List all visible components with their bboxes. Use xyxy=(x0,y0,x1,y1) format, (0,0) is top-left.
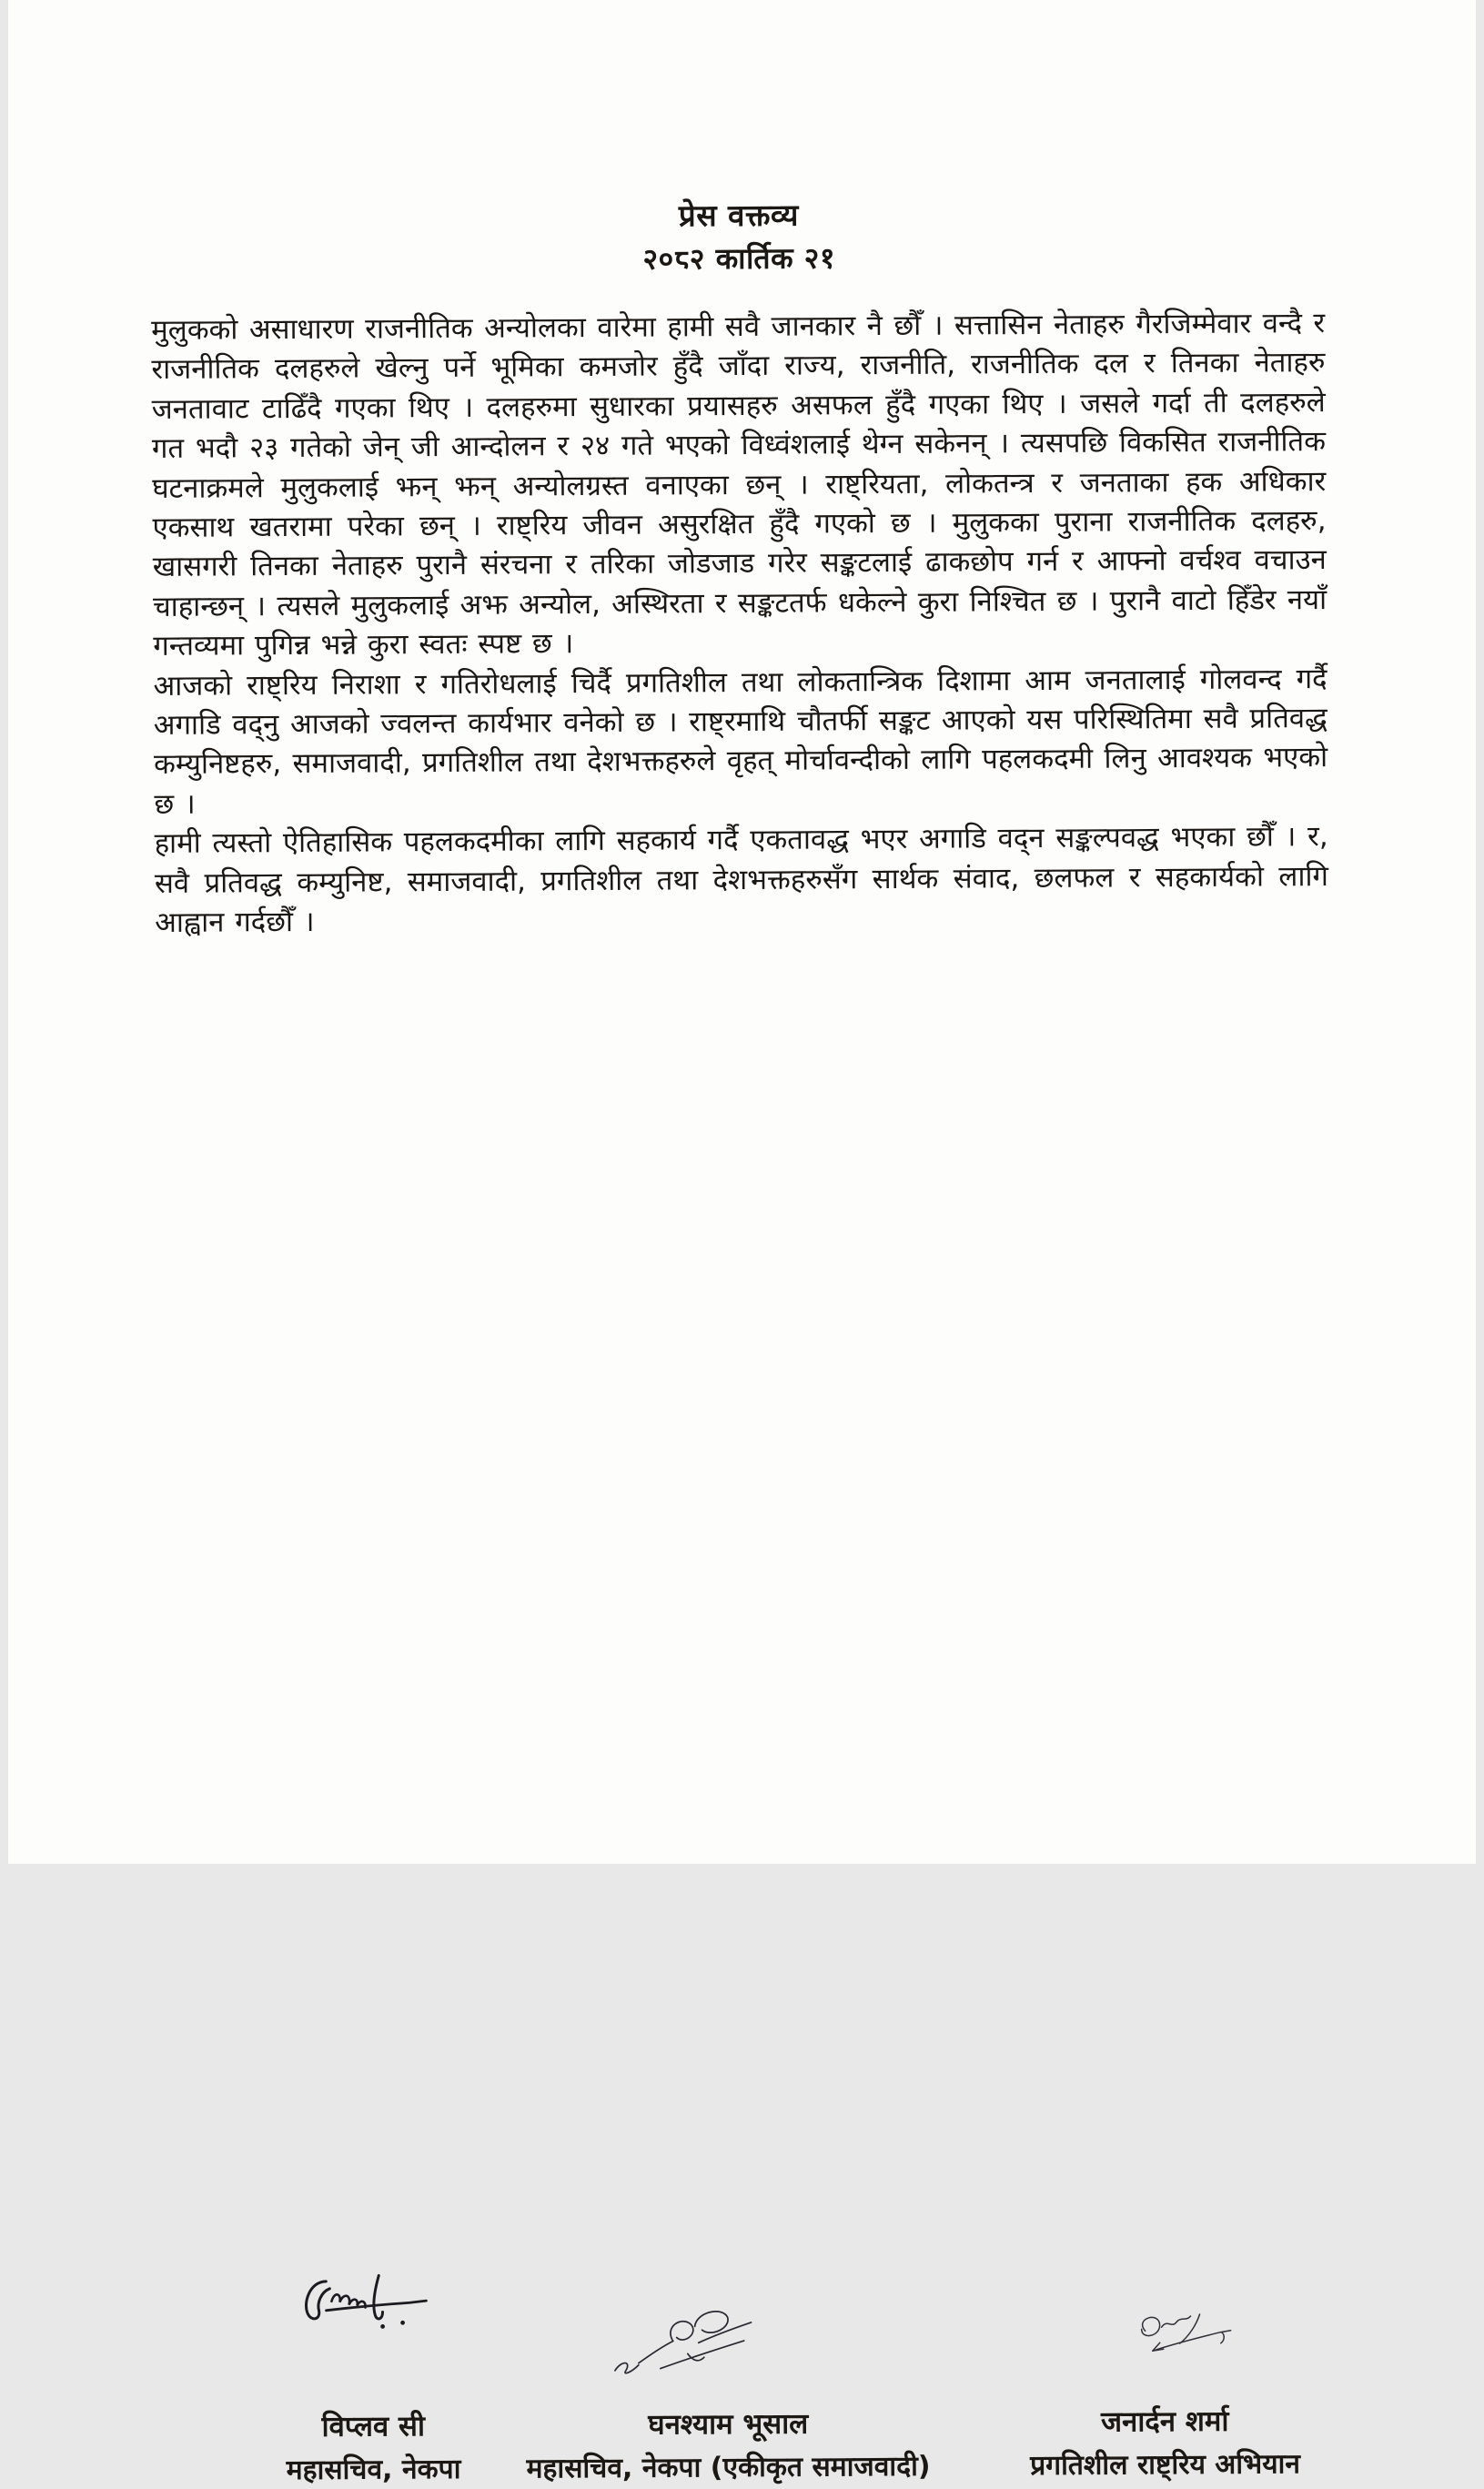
signatory-3-name: जनार्दन शर्मा xyxy=(1100,2404,1229,2439)
signature-band xyxy=(11,1124,1480,2486)
document-date: २०८२ कार्तिक २१ xyxy=(642,240,836,277)
signatory-2-role: महासचिव, नेकपा (एकीकृत समाजवादी) xyxy=(526,2450,931,2485)
paragraph-2: आजको राष्ट्रिय निराशा र गतिरोधलाई चिर्दै प्रगतिशील तथा लोकतान्त्रिक दिशामा आम जनतालाई गोलवन्द गर्दै अगाडि वद्नु आजको ज्वलन्त कार्यभार वनेको छ । राष्ट्रमाथि चौतर्फी सङ्कट आएको यस परिस्थितिमा सवै प्रतिवद्ध कम्युनिष्टहरु, समाजवादी, प्रगतिशील तथा देशभक्तहरुले वृहत् मोर्चावन्दीको लागि पहलकदमी लिनु आवश्यक भएको छ । xyxy=(153,662,1328,821)
signatory-1-role: महासचिव, नेकपा xyxy=(286,2453,461,2486)
signature-1-icon xyxy=(295,2266,440,2342)
statement-body xyxy=(151,304,1328,943)
paragraph-1: मुलुकको असाधारण राजनीतिक अन्योलका वारेमा हामी सवै जानकार नै छौँ । सत्तासिन नेताहरु गैरजिम्मेवार वन्दै र राजनीतिक दलहरुले खेल्नु पर्ने भूमिका कमजोर हुँदै जाँदा राज्य, राजनीति, राजनीतिक दल र तिनका नेताहरु जनतावाट टाढिँदै गएका थिए । दलहरुमा सुधारका प्रयासहरु असफल हुँदै गएका थिए । जसले गर्दा ती दलहरुले गत भदौ २३ गतेको जेन् जी आन्दोलन र २४ गते भएको विध्वंशलाई थेग्न सकेनन् । त्यसपछि विकसित राजनीतिक घटनाक्रमले मुलुकलाई झन् झन् अन्योलग्रस्त वनाएका छन् । राष्ट्रियता, लोकतन्त्र र जनताका हक अधिकार एकसाथ खतरामा परेका छन् । राष्ट्रिय जीवन असुरक्षित हुँदै गएको छ । मुलुकका पुराना राजनीतिक दलहरु, खासगरी तिनका नेताहरु पुरानै संरचना र तरिका जोडजाड गरेर सङ्कटलाई ढाकछोप गर्न र आफ्नो वर्चश्व वचाउन चाहान्छन् । त्यसले मुलुकलाई अझ अन्योल, अस्थिरता र सङ्कटतर्फ धकेल्ने कुरा निश्चित छ । पुरानै वाटो हिँडेर नयाँ गन्तव्यमा पुगिन्न भन्ने कुरा स्वतः स्पष्ट छ । xyxy=(151,307,1328,663)
document-title: प्रेस वक्तव्य xyxy=(678,197,800,234)
scanned-sheet xyxy=(4,0,1482,2486)
paragraph-3: हामी त्यस्तो ऐतिहासिक पहलकदमीका लागि सहकार्य गर्दै एकतावद्ध भएर अगाडि वद्न सङ्कल्पवद्ध भएका छौँ । र, सवै प्रतिवद्ध कम्युनिष्ट, समाजवादी, प्रगतिशील तथा देशभक्तहरुसँग सार्थक संवाद, छलफल र सहकार्यको लागि आह्वान गर्दछौँ । xyxy=(154,820,1328,940)
signatory-1-name: विप्लव सी xyxy=(321,2410,426,2443)
signature-3-icon xyxy=(1114,2307,1259,2366)
signatory-2-name: घनश्याम भूसाल xyxy=(648,2407,809,2442)
title-block xyxy=(5,192,1473,282)
signature-2-icon xyxy=(607,2301,772,2383)
press-statement-page xyxy=(8,0,1476,2486)
signatory-3-role: प्रगतिशील राष्ट्रिय अभियान xyxy=(1030,2448,1301,2482)
signatory-block-2 xyxy=(473,2405,984,2486)
signatory-block-3 xyxy=(937,2403,1393,2484)
